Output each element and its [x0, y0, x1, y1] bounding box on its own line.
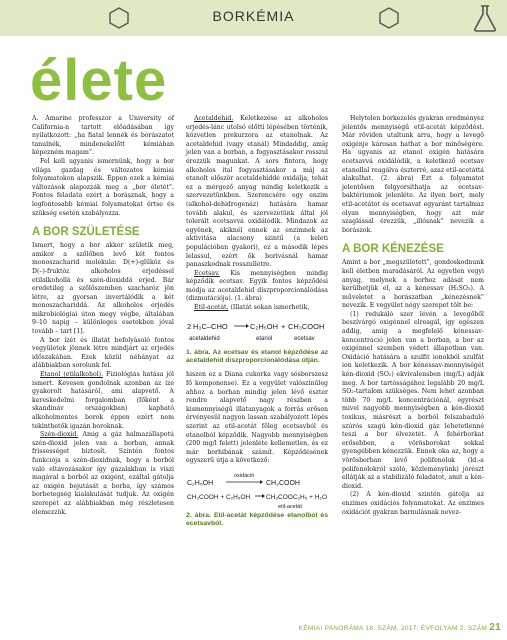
term: Etanol (etilalkohol).: [40, 371, 104, 379]
fig1-product1: C₂H₅OH: [250, 321, 279, 331]
fig2-p1: CH₃COOH: [266, 480, 300, 487]
fig2-r1: C₂H₅OH: [187, 480, 214, 487]
term: Acetaldehid.: [194, 115, 234, 122]
paragraph: hiszen ez a Diana cukorka vagy sósborszesz fő komponense). Ez a vegyület valószínűleg ahhoz a borban mindig jelen lévő észter rendre alapvető nagy részben a kismennyiségű illatanyagok a forrás erősen érvényesül nagyon lassan szabályozott lépés szerint az etil-acetát főleg ecetsavból és etanolból képződik. Nagyobb mennyiségben (200 mg/l felett) jelenléte kellemetlen, és ez már borhibának számít. Képződésének egyszerű útja a következő:: [186, 371, 328, 465]
fig2-p2-label: etil-acetát: [278, 504, 302, 510]
flask-icon: [471, 3, 499, 33]
figure-caption: 1. ábra. Az ecetsav és etanol képződése az acetaldehid diszproporcionálódása útján.: [186, 348, 328, 365]
arrow-head: [262, 494, 265, 498]
footer-text: KÉMIAI PANORÁMA 18. SZÁM, 2017. ÉVFOLYAM 2. SZÁM: [298, 625, 488, 632]
fig2-p2: CH₃COOC₂H₅ + H₂O: [266, 494, 328, 501]
term: Etil-acetát.: [194, 304, 229, 312]
arrow-head: [246, 324, 249, 328]
paragraph: [186, 270, 328, 304]
fig1-product2: CH₃COOH: [288, 321, 325, 331]
figure-1: [186, 317, 328, 347]
fig1-product2-label: ecetsav: [294, 335, 315, 342]
fig1-plus: +: [281, 321, 286, 331]
page-number: 21: [489, 622, 501, 633]
paragraph: (2) A kén-dioxid szintén gátolja az enzimes oxidációs folyamatokat. Az enzimes oxidációt gyakran barnulásnak nevez-: [342, 491, 484, 516]
section-title: BORKÉMIA: [212, 8, 295, 24]
fig1-reactant: H₃C–CHO: [193, 321, 228, 331]
paragraph: [32, 431, 174, 517]
paragraph: [32, 371, 174, 431]
fig1-product1-label: etanol: [256, 335, 273, 342]
text: (Illatát sokan ismerhetik,: [228, 304, 310, 312]
term: Szén-dioxid.: [40, 431, 79, 439]
term: Ecetsav.: [194, 269, 220, 277]
paragraph: A. Amarine professzor a University of California-n tartott előadásában így nyilatkozott: „ha fiatal lennék és borászatot tanulnék, mindenekelőtt kémiában képezném magam”.: [32, 115, 174, 157]
column-3: [342, 115, 484, 517]
paragraph: Ismert, hogy a bor akkor születik meg, amikor a szőlőben levő két fontos monoszacharid molekula: D(+)-glükóz és D(–)-fruktóz alkoholos erjedéssel etilalkohollá és szén-dioxiddá erjed. Bár eredetileg a szőlőszemben szacharóz jön létre, az gyorsan invertálódik a két monoszachariddá. Az alkoholos erjedés mikrobiológiai úton megy végbe, általában 9–10 napig – különleges esetekben jóval tovább – tart [1].: [32, 242, 174, 336]
text: Kis mennyiségben mindig képződik ecetsav. Egyik fontos képződési módja az acetaldehid diszproporcionálódása (dizmutációja). (1. ábra): [186, 269, 328, 303]
text: Amig a gáz halmazállapotú szén-dioxid jelen van a borban, annak frissességet biztosít. Szintén fontos funkciója a szén-dioxidnak, hogy a borból való eltávozásakor így gázalakban is viszi magával a borból az oxigént, ezáltal gátolja az oxigén bejutását a borba, így számos borbetegség kialakulását tudjuk. Az oxigén szerepét az alábbiakban még részletesen elemezzük.: [32, 431, 174, 516]
fig1-num: 2: [187, 321, 192, 331]
fig2-arrow-label: oxidáció: [234, 473, 255, 479]
paragraph: Amint a bor „megszületett”, gondoskodnunk kell életben maradásáról. Az egyetlen vegyi anyag, melynek a borhoz adását nem kerülhetjük el, az a kénessav (H₂SO₃). A műveletet a borászatban „kénezésnek” nevezik. E vegyület négy szerepet tölt be:: [342, 259, 484, 310]
paragraph: [186, 304, 328, 313]
page-footer: [299, 622, 501, 633]
column-2: [186, 115, 328, 535]
paragraph: A bor ízét és illatát befolyásoló fontos vegyületek jönnek létre mindjárt az erjedés időszakában. Ezek közül néhányat az alábbiakban sorolunk fel.: [32, 336, 174, 370]
paragraph: [186, 115, 328, 270]
paragraph: Fel kell ugyanis ismernünk, hogy a bor világa gazdag és változatos kémiai folyamatokon alapszik. Éppen ezek a kémiai változások alapozzák meg a „bor életét”. Fontos feladata ezért a borásznak, hogy a legfontosabb kémiai folyamatokat értse és szükség esetén szabályozza.: [32, 157, 174, 217]
section-heading: A BOR SZÜLETÉSE: [32, 226, 140, 239]
column-1: [32, 115, 174, 517]
arrow-head: [260, 480, 263, 484]
section-heading: A BOR KÉNEZÉSE: [342, 243, 444, 256]
header-bar: [0, 0, 507, 36]
text: Keletkezése az alkoholos erjedés-lánc utolsó előtti lépésében történik, közvetlen prekurzora az etanolnak. Az acetaldehid (vagy etanál) Mindaddig, amíg jelen van a borban, a fogyasztásakor rosszul érezzük magunkat. A sors fintora, hogy alkoholos ital fogyasztásakor a máj az etanolt először acetaldehiddé oxidálja, tehát ez a mérgező anyag mindig keletkezik a szervezetünkben. Szerencsére egy enzim (alkohol-dehidrogenáz) hatására hamar tovább alakul, és szervezetünk által jól tolerált ecetsavvá oxidálódik. Mindazok az egyének, akiknél ennek az enzimnek az aktivitása alacsony szintű (a keleti populációban gyakori), ez a második lépés lelassul, ezért ők borivásnál hamar panaszkodnak rosszullétre.: [186, 115, 328, 269]
figure-2: [186, 470, 328, 510]
figure-caption: 2. ábra. Etil-acetát képződése etanolból és ecetsavból.: [186, 512, 328, 528]
fig1-reactant-label: acetaldehid: [189, 335, 220, 342]
paragraph: (1) redukáló szer lévén a levegőből beszívárgó oxigénnel elreagál, így egészen addig, amíg a megfelelő kénessav-koncentráció jelen van a borban, a bor az oxigénnel szemben védett állapotban van. Oxidáció hatására a szulfit ionokból szulfát ion keletkezik. A bor kénessav-mennyiségét kén-dioxid (SO₂) ekvivalensben (mg/L) adják meg. A bor tartósságához legalább 20 mg/L SO₂-tartalom szükséges. Nem lehet azonban több 70 mg/L koncentrációnál, egyrészt mivel nagyobb mennyiségben a kén-dioxid toxikus, másrészt a borból felszabaduló szúrós szagú kén-dioxid gáz lehetetlenné teszi a bor élvezetét. A fehérborkat erősebben, a vörösborokat sokkal gyengébben kénezzük. Ennek oka az, hogy a vörösborban levő polifenolok (ld.-a polifenolokról szóló, közleményünk) jórészt ellátják az a stabilizáló feladatot, amit a kén-dioxid.: [342, 310, 484, 490]
page-title: élete: [30, 48, 168, 113]
paragraph: Helytelen borkezelés gyakran eredményez jelentős mennyiségű etil-acetát képződést. Már röviden utaltunk arra, hogy a levegő oxigénje károsan hathat a bor minőségére. Ha ugyanis az etanol oxigén hatására ecetsavvá oxidálódik, a keletkező ecetsav etanollal reagálva észterré, azaz etil-acetáttá alakulhat. (2. ábra) Ezt a folyamatot jelentősen felgyorsíthatja az ecetsav-baktériumok jelenléte. Az ilyen bort, mely etil-acetátot és ecetsavat egyaránt tartalmaz olyan mennyiségben, hogy azt már szaglással érezzük, „illósnak” nevezik a borászok.: [342, 115, 484, 234]
fig2-r2: CH₃COOH + C₂H₅OH: [187, 494, 251, 501]
text: Fiziológiás hatása jól ismert. Kevesen gondolnak azonban az íze gyakorolt hatásáról, ami alapvető. A kereskedelmi forgalomban (főként a skandináv országokban) kapható alkoholmentes borok éppen ezért nem tekinthetők igazán boroknak.: [32, 371, 174, 430]
